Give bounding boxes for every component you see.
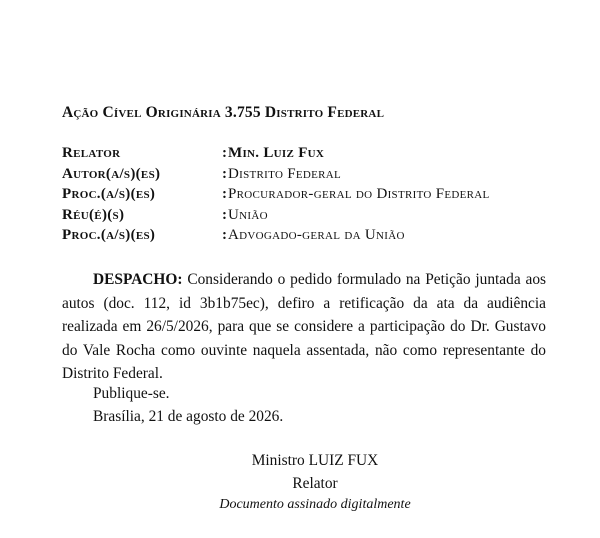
signature-role: Relator [292,475,338,492]
dispatch-body [62,268,546,386]
party-colon: : [222,186,227,202]
parties-table [62,145,562,248]
party-colon: : [222,206,227,223]
party-value: Procurador-geral do Distrito Federal [228,186,490,202]
party-label: Réu(é)(s) [62,206,125,223]
dispatch-label: DESPACHO: [93,271,183,288]
party-row-procurador-autor [62,186,562,207]
party-value: União [228,206,268,223]
dispatch-text: Considerando o pedido formulado na Petição juntada aos autos (doc. 112, id 3b1b75ec), defiro a retificação da ata da audiência realizada em 26/5/2026, para que se considere a participação do Dr. Gustavo do Vale Rocha como ouvinte naquela assentada, não como representante do Distrito Federal. [62,271,546,382]
party-label: Proc.(a/s)(es) [62,227,156,243]
publish-line: Publique-se. [93,385,170,402]
party-colon: : [222,165,227,182]
party-row-autor [62,166,562,187]
party-row-reu [62,207,562,228]
party-value: Min. Luiz Fux [228,145,325,161]
case-title: Ação Cível Originária 3.755 Distrito Federal [62,104,385,121]
party-colon: : [222,227,227,243]
signature-note: Documento assinado digitalmente [219,497,411,512]
dispatch-paragraph [62,268,546,386]
party-label: Autor(a/s)(es) [62,165,161,182]
party-row-relator [62,145,562,166]
signature-name: Ministro LUIZ FUX [251,452,379,469]
party-label: Relator [62,145,121,161]
party-colon: : [222,145,227,161]
party-row-procurador-reu [62,227,562,248]
party-value: Distrito Federal [228,165,342,182]
party-value: Advogado-geral da União [228,227,405,243]
party-label: Proc.(a/s)(es) [62,186,156,202]
place-date: Brasília, 21 de agosto de 2026. [93,408,284,425]
